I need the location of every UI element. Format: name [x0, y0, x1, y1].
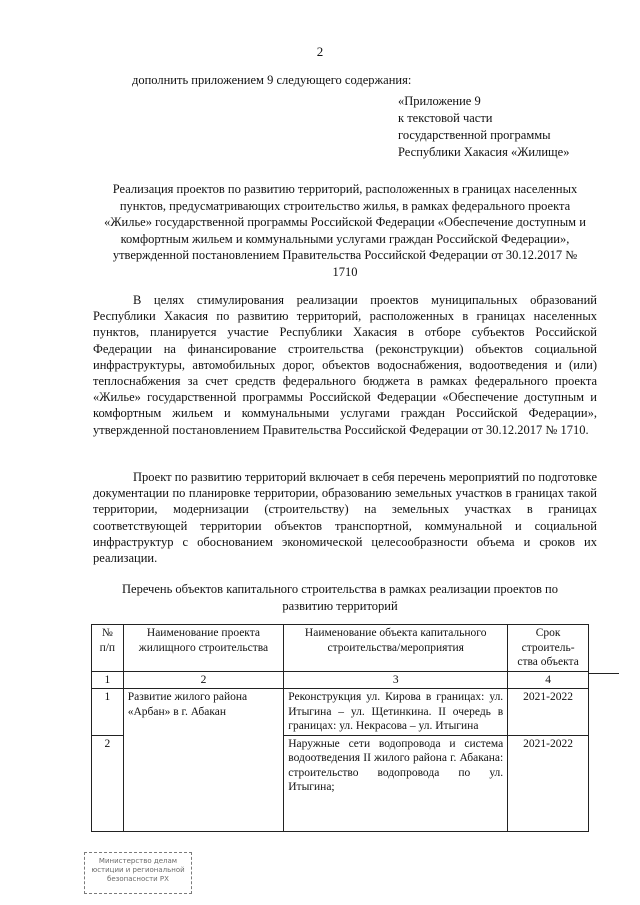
- header-project: Наименование проекта жилищного строительства: [123, 625, 284, 672]
- list-title: Перечень объектов капитального строительства в рамках реализации проектов по развитию территорий: [122, 582, 558, 613]
- table-row: [92, 689, 589, 736]
- column-number-row: [92, 671, 589, 689]
- appendix-header: [398, 93, 569, 161]
- cell-term: 2021-2022: [508, 735, 589, 831]
- objects-table: [91, 624, 589, 832]
- paragraph-project-scope: Проект по развитию территорий включает в себя перечень мероприятий по подготовке документации по планировке территории, образованию земельных участков в границах такой территории, модернизации (строительству) на земельных участках в границах соответствующей территории объектов транспортной, коммунальной и социальной инфраструктур с обоснованием экономической целесообразности объема и сроков их реализации.: [93, 470, 597, 566]
- cell-num: 1: [92, 689, 124, 736]
- column-number: 1: [92, 671, 124, 689]
- table-header-row: [92, 625, 589, 672]
- column-number: 3: [284, 671, 508, 689]
- cell-term: 2021-2022: [508, 689, 589, 736]
- appendix-line: Республики Хакасия «Жилище»: [398, 145, 570, 159]
- column-number: 2: [123, 671, 284, 689]
- cell-object: Реконструкция ул. Кирова в границах: ул. Итыгина – ул. Щетинкина. II очередь в границах: ул. Некрасова – ул. Итыгина: [284, 689, 508, 736]
- appendix-line: «Приложение 9: [398, 94, 481, 108]
- appendix-line: к текстовой части: [398, 111, 493, 125]
- header-num: № п/п: [92, 625, 124, 672]
- page-number: 2: [316, 44, 324, 59]
- cell-object: Наружные сети водопровода и система водоотведения II жилого района г. Абакана: строительство водопровода по ул. Итыгина;: [284, 735, 508, 831]
- appendix-line: государственной программы: [398, 128, 551, 142]
- column-number: 4: [508, 671, 589, 689]
- header-term: Срок строитель-ства объекта: [508, 625, 589, 672]
- section-title: Реализация проектов по развитию территорий, расположенных в границах населенных пунктов, предусматривающих строительство жилья, в рамках федерального проекта «Жилье» государственной программы Российской Федерации «Обеспечение доступным и комфортным жильем и коммунальными услугами граждан Российской Федерации», утвержденной постановлением Правительства Российской Федерации от 30.12.2017 № 1710: [104, 182, 586, 279]
- table-extension-line: [589, 673, 619, 674]
- intro-line: дополнить приложением 9 следующего содержания:: [132, 73, 412, 87]
- cell-num: 2: [92, 735, 124, 831]
- paragraph-incentives: В целях стимулирования реализации проектов муниципальных образований Республики Хакасия по развитию территорий, расположенных в границах населенных пунктов, планируется участие Республики Хакасия в отборе субъектов Российской Федерации на финансирование строительства (реконструкции) объектов социальной инфраструктуры, автомобильных дорог, объектов водоснабжения, водоотведения и (или) теплоснабжения за счет средств федерального бюджета в рамках федерального проекта «Жилье» государственной программы Российской Федерации «Обеспечение доступным и комфортным жильем и коммунальными услугами граждан Российской Федерации», утвержденной постановлением Правительства Российской Федерации от 30.12.2017 № 1710.: [93, 293, 597, 437]
- header-object: Наименование объекта капитального строительства/мероприятия: [284, 625, 508, 672]
- cell-project: Развитие жилого района «Арбан» в г. Абакан: [123, 689, 284, 832]
- registration-stamp: Министерство делам юстиции и региональной безопасности РХ: [84, 852, 192, 894]
